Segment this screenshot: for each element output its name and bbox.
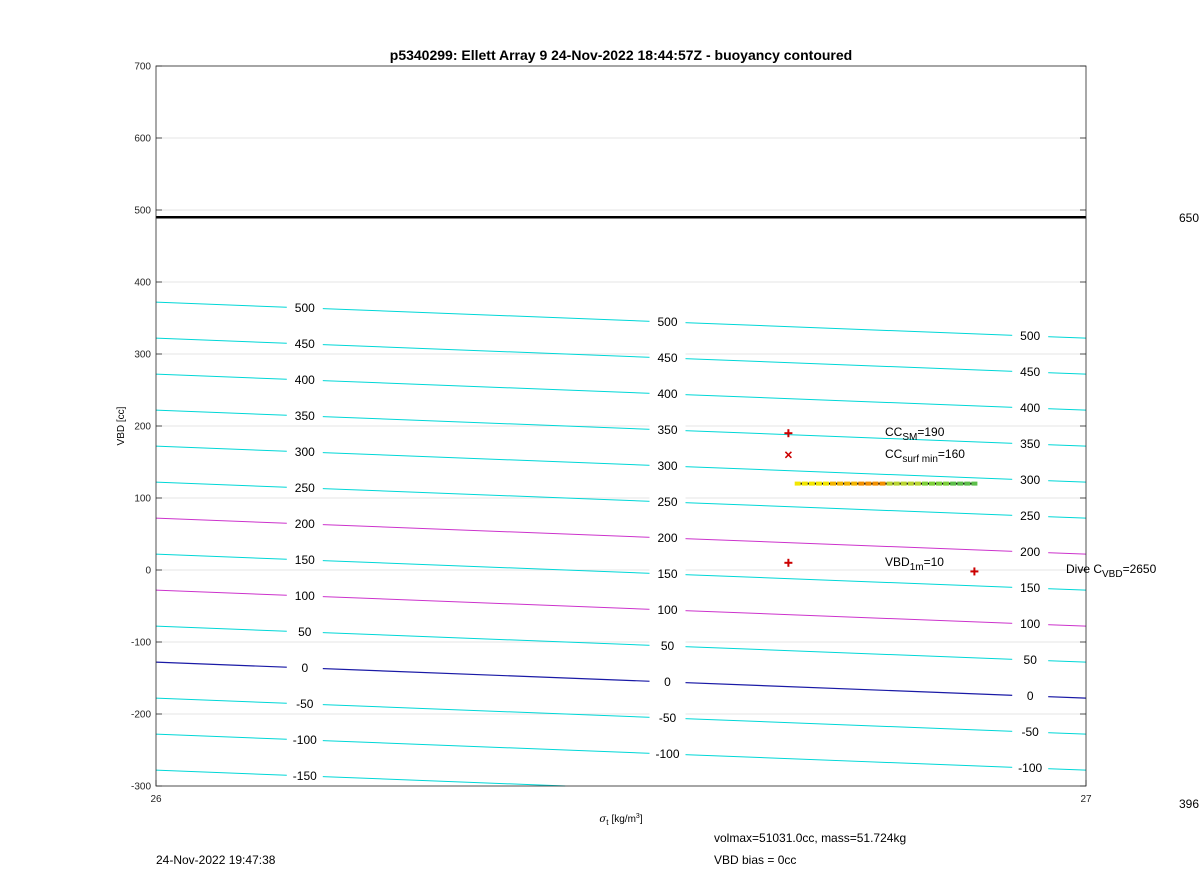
dive-track-point	[929, 482, 935, 486]
dive-track-point	[894, 482, 900, 486]
dive-track-point	[880, 482, 886, 486]
x-axis-label-superscript: 3	[635, 813, 640, 820]
axis-ticks	[131, 62, 1092, 806]
dive-track-point	[851, 482, 857, 486]
contour-label-250: 250	[657, 494, 678, 509]
contour-label-200: 200	[294, 516, 315, 531]
contour-label-150: 150	[657, 566, 678, 581]
dive-track-point	[844, 482, 850, 486]
contour-label-400: 400	[1020, 401, 1041, 415]
contour-label-350: 350	[657, 422, 678, 437]
footer-volmax-mass: volmax=51031.0cc, mass=51.724kg	[714, 831, 907, 845]
contour-label-500: 500	[294, 300, 315, 315]
contour-label-100: 100	[1020, 617, 1041, 631]
contour-label-350: 350	[294, 408, 315, 423]
contour-label-350: 350	[1020, 437, 1041, 451]
y-tick-label: 600	[134, 133, 151, 145]
y-tick-label: 400	[134, 277, 151, 289]
footer-vbd-bias: VBD bias = 0cc	[714, 853, 797, 867]
contour-label-50: 50	[298, 624, 312, 639]
contour-label-200: 200	[657, 530, 678, 545]
annotation-cc-sm-tail: =190	[917, 425, 945, 439]
annotation-dive-cvbd-main: Dive C	[1066, 562, 1103, 576]
chart-title: p5340299: Ellett Array 9 24-Nov-2022 18:44:57Z - buoyancy contoured	[389, 47, 853, 63]
contour-label-250: 250	[294, 480, 315, 495]
y-tick-label: 100	[134, 493, 151, 505]
dive-track-point	[830, 482, 836, 486]
y-tick-label: 200	[134, 421, 151, 433]
dive-track-point	[964, 482, 970, 486]
annotation-cc-surf-min-main: CC	[885, 447, 903, 461]
contour-label-50: 50	[1023, 653, 1037, 667]
marker-cc_sm	[784, 429, 792, 437]
contour-label-150: 150	[294, 552, 315, 567]
annotation-cc-surf-min-sub: surf min	[902, 454, 938, 465]
contour-label--50: -50	[296, 696, 314, 711]
dive-track-point	[823, 482, 829, 486]
contour-line--150	[156, 770, 565, 786]
contour-label-100: 100	[294, 588, 315, 603]
contour-labels	[287, 300, 1048, 784]
contour-label-450: 450	[657, 350, 678, 365]
annotation-vbd-1m-tail: =10	[923, 555, 944, 569]
y-tick-label: 500	[134, 205, 151, 217]
contour-label-300: 300	[657, 458, 678, 473]
marker-vbd_1m	[784, 559, 792, 567]
y-tick-label: -200	[130, 709, 151, 721]
dive-track-point	[957, 482, 963, 486]
annotation-cc-surf-min	[885, 447, 965, 465]
marker-dive_c_vbd	[970, 567, 978, 575]
x-tick-label: 27	[1080, 794, 1092, 805]
contour-label-0: 0	[1026, 689, 1034, 703]
contour-label-450: 450	[294, 336, 315, 351]
contour-label--150: -150	[292, 768, 317, 783]
dive-track-point	[943, 482, 949, 486]
contour-label-200: 200	[1020, 545, 1041, 559]
dive-track-point	[922, 482, 928, 486]
dive-track-point	[887, 482, 893, 486]
dive-track-point	[872, 482, 878, 486]
dive-track-point	[795, 482, 801, 486]
contour-label-300: 300	[294, 444, 315, 459]
dive-track-point	[858, 482, 864, 486]
contour-label--100: -100	[292, 732, 317, 747]
dive-track-point	[901, 482, 907, 486]
dive-track-point	[908, 482, 914, 486]
dive-track-point	[802, 482, 808, 486]
x-axis-label-symbol: σ	[599, 814, 607, 825]
y-tick-label: 700	[134, 61, 151, 73]
dive-track-point	[971, 482, 977, 486]
contour-label-500: 500	[657, 314, 678, 329]
contour-label-400: 400	[294, 372, 315, 387]
dive-track-point	[950, 482, 956, 486]
contour-label--100: -100	[655, 746, 680, 761]
right-label-top: 650	[1179, 211, 1200, 225]
contour-label-0: 0	[301, 660, 309, 675]
annotation-cc-surf-min-tail: =160	[937, 447, 965, 461]
contour-label-300: 300	[1020, 473, 1041, 487]
footer-timestamp: 24-Nov-2022 19:47:38	[156, 853, 276, 867]
annotation-vbd-1m-main: VBD	[885, 555, 910, 569]
annotation-cc-sm-main: CC	[885, 425, 903, 439]
dive-track-point	[915, 482, 921, 486]
contour-label-50: 50	[660, 638, 675, 653]
contour-label-0: 0	[664, 674, 671, 689]
contour-label--50: -50	[1021, 725, 1039, 739]
annotation-dive-cvbd-sub: VBD	[1102, 569, 1123, 580]
annotation-vbd-1m-sub: 1m	[909, 562, 924, 573]
contour-label-400: 400	[657, 386, 678, 401]
contour-label-100: 100	[657, 602, 678, 617]
y-tick-label: 300	[134, 349, 151, 361]
contour-label--50: -50	[658, 710, 677, 725]
dive-track-point	[865, 482, 871, 486]
contour-label--100: -100	[1018, 761, 1043, 775]
dive-track	[795, 482, 978, 486]
marker-cc_surf_min	[785, 452, 791, 458]
y-tick-label: -100	[130, 637, 151, 649]
grid-lines	[156, 66, 1086, 786]
annotation-cc-sm-sub: SM	[902, 432, 918, 443]
right-label-bottom: 396	[1179, 797, 1200, 811]
y-axis-label: VBD [cc]	[116, 406, 127, 446]
dive-track-point	[816, 482, 822, 486]
contour-label-250: 250	[1020, 509, 1041, 523]
y-tick-label: 0	[145, 565, 151, 577]
x-axis-label	[599, 813, 642, 827]
x-axis-label-close: ]	[639, 814, 643, 825]
dive-track-point	[837, 482, 843, 486]
x-axis-label-subscript: t	[606, 818, 609, 827]
annotation-dive-cvbd-tail: =2650	[1122, 562, 1157, 576]
contour-label-150: 150	[1020, 581, 1041, 595]
annotation-dive-cvbd	[1066, 562, 1157, 580]
dive-track-point	[936, 482, 942, 486]
x-axis-label-unit: [kg/m	[611, 814, 636, 825]
y-tick-label: -300	[130, 781, 151, 793]
x-tick-label: 26	[150, 794, 162, 805]
contour-label-500: 500	[1020, 329, 1041, 343]
contour-label-450: 450	[1020, 365, 1041, 379]
dive-track-point	[809, 482, 815, 486]
